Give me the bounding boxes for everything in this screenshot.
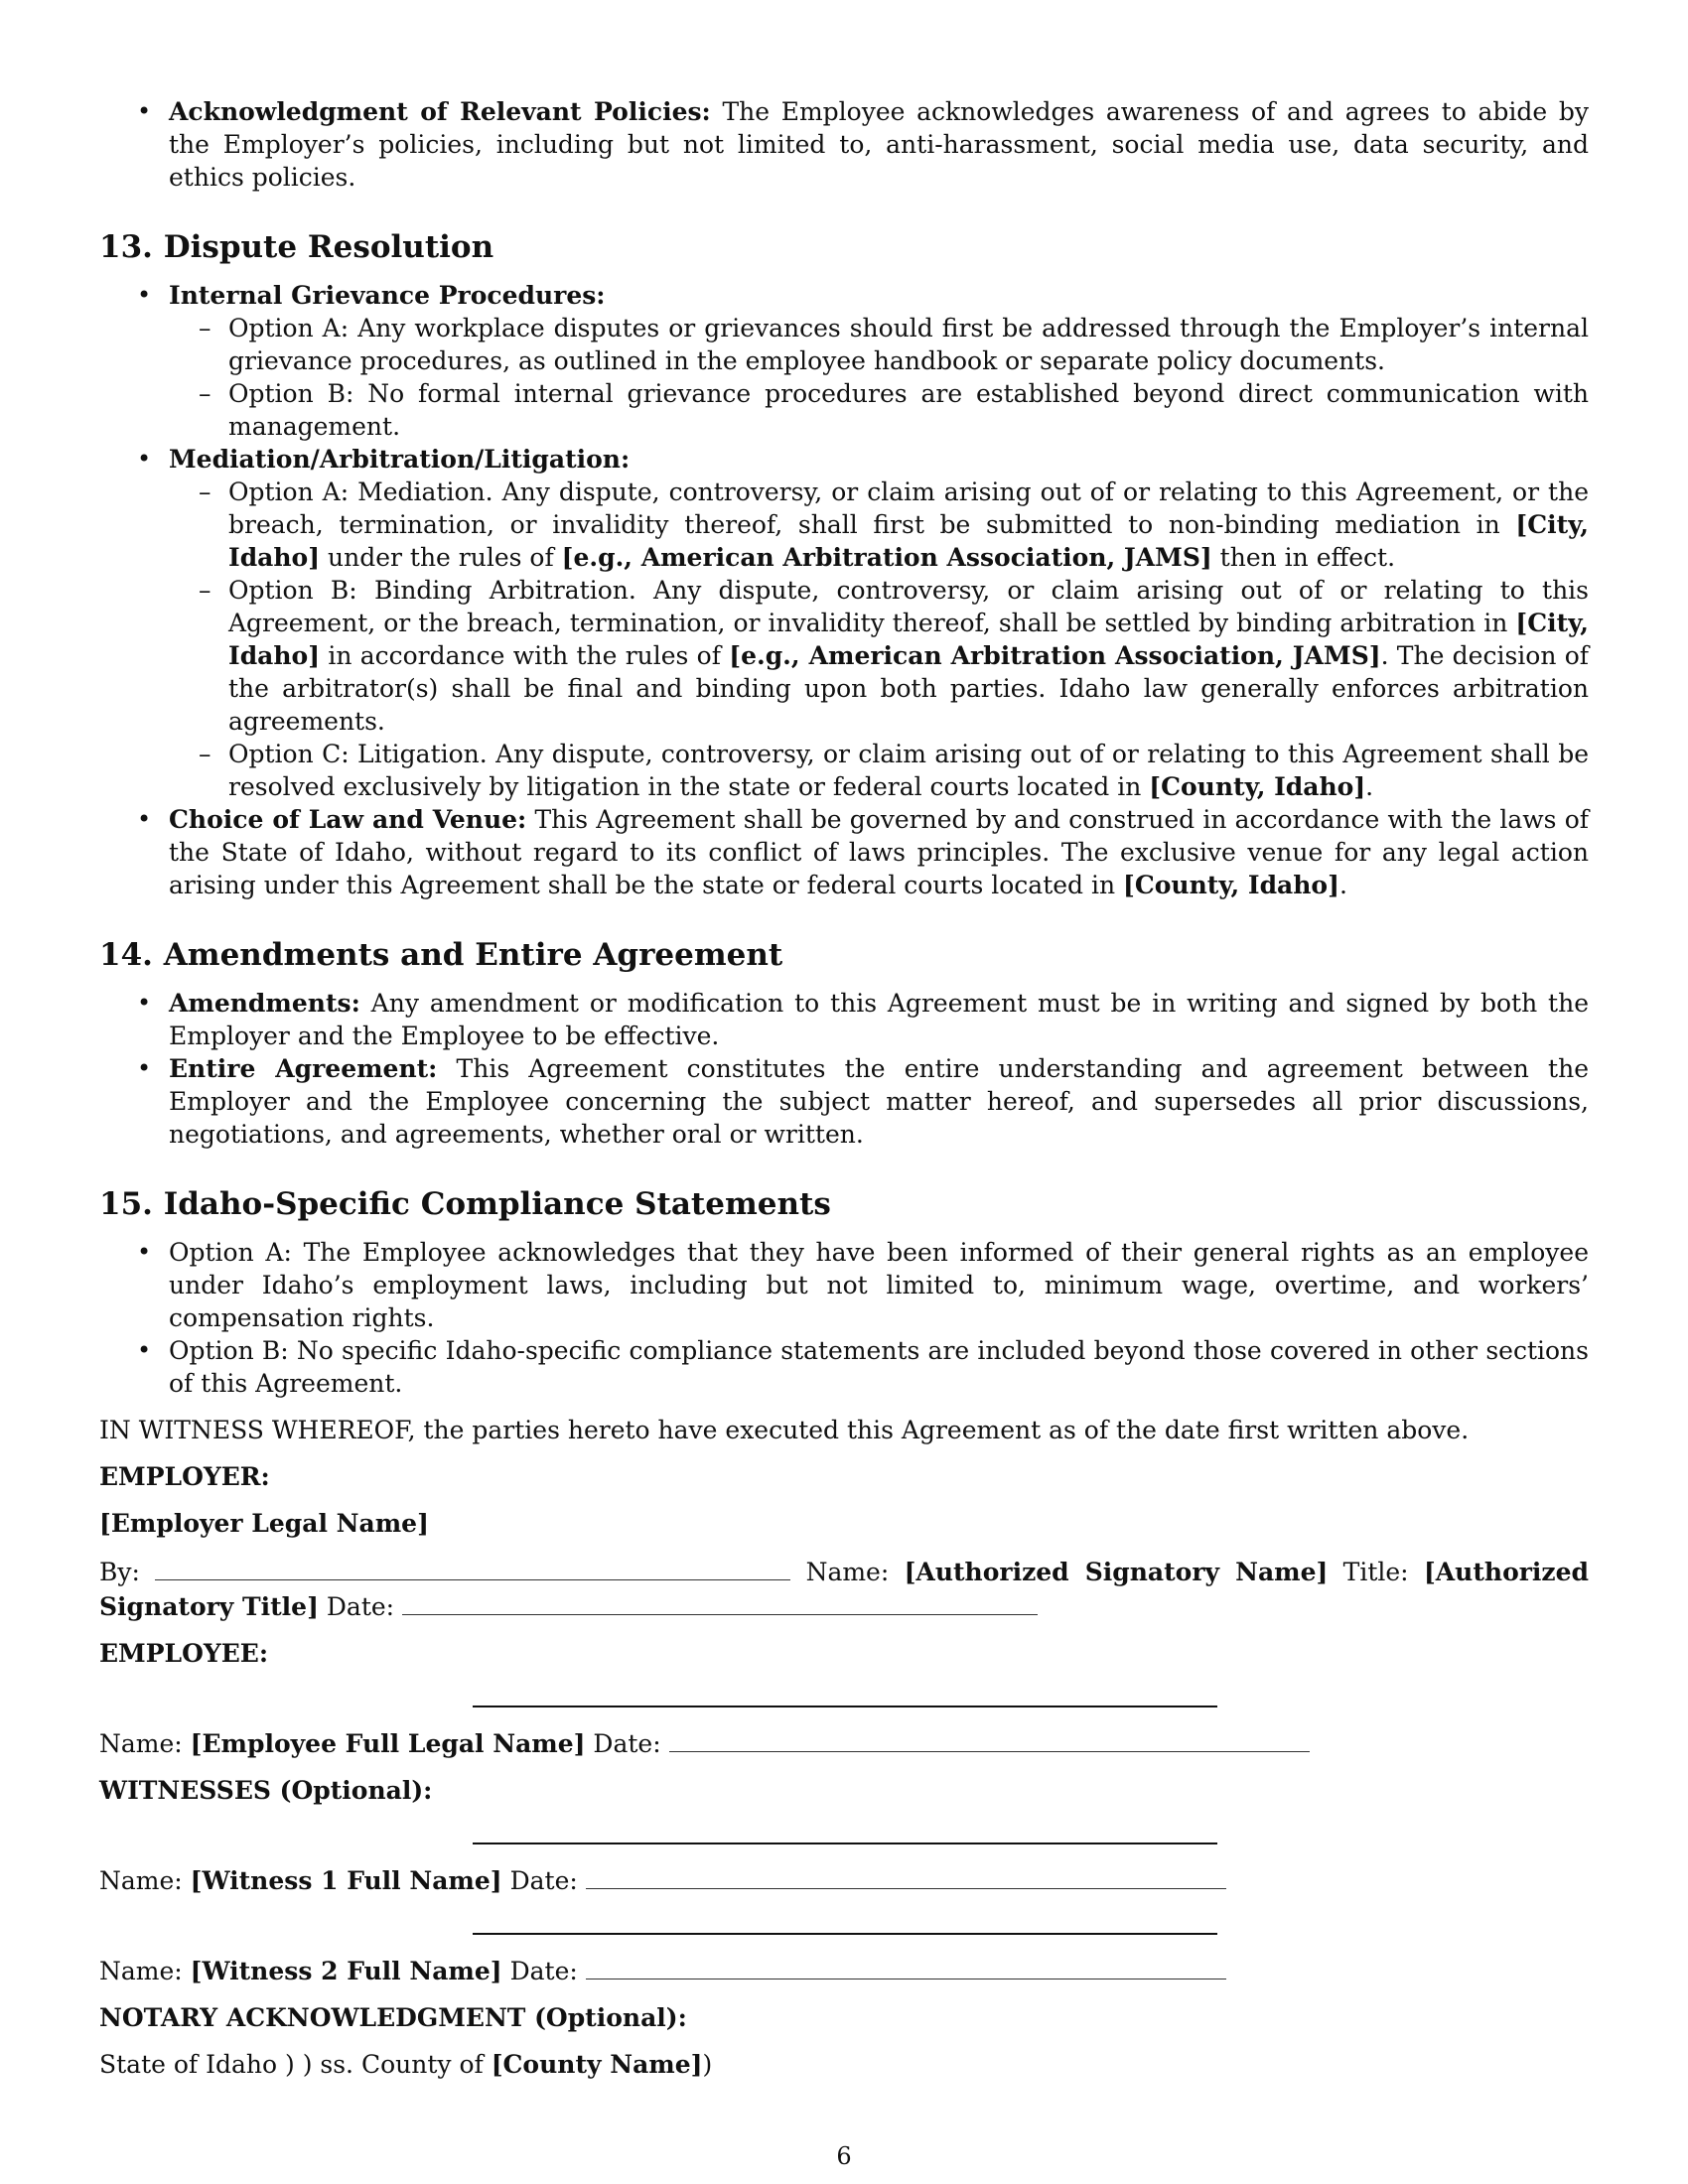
text: Option A: Mediation. Any dispute, controversy, or claim arising out of or relating to this Agreement, or the breach, termination, or invalidity thereof, shall first be submitted to non-binding mediation in (228, 478, 1589, 539)
list-item: • Option A: The Employee acknowledges that they have been informed of their general rights as an employee under Idaho’s employment laws, including but not limited to, minimum wage, overtime, and workers’ compensation rights. (99, 1236, 1589, 1334)
placeholder-text: [Witness 1 Full Name] (190, 1866, 502, 1895)
text: under the rules of (320, 543, 562, 572)
page-number: 6 (836, 2142, 852, 2170)
name-label: Name: (99, 1957, 191, 1985)
section-13-title: 13. Dispute Resolution (99, 229, 494, 265)
witnesses-heading: WITNESSES (Optional): (99, 1776, 433, 1805)
placeholder-text: [Authorized Signatory Name] (904, 1558, 1329, 1586)
witness-2-signature-line[interactable] (473, 1933, 1217, 1935)
ack-text: The Employee acknowledges awareness of and agrees to abide by the Employer’s policies, including but not limited to, anti-harassment, social media use, data security, and ethics policies. (169, 97, 1589, 192)
ack-list (99, 95, 1589, 194)
date-label: Date: (585, 1729, 669, 1758)
by-label: By: (99, 1558, 140, 1586)
placeholder-text: [County, Idaho] (1123, 871, 1339, 899)
title-label: Title: (1328, 1558, 1424, 1586)
list-item: • Option B: No specific Idaho-specific compliance statements are included beyond those covered in other sections of this Agreement. (99, 1334, 1589, 1400)
text: State of Idaho ) ) ss. County of (99, 2050, 492, 2079)
employee-signature-row (99, 1670, 1589, 1725)
text: . The decision of the arbitrator(s) shall be final and binding upon both parties. Idaho law generally enforces arbitration agreements. (228, 641, 1590, 736)
list-item (99, 987, 1589, 1052)
employee-date-line[interactable] (669, 1725, 1310, 1752)
section-14-list (99, 987, 1589, 1151)
section-15-list (99, 1236, 1589, 1400)
section-13 (99, 227, 1589, 267)
witness-2-date-line[interactable] (586, 1953, 1226, 1979)
employee-heading: EMPLOYEE: (99, 1639, 269, 1668)
text: Option B: Binding Arbitration. Any dispute, controversy, or claim arising out of or relating to this Agreement, or the breach, termination, or invalidity thereof, shall be settled by binding arbitration in (228, 576, 1589, 637)
placeholder-text: [Authorized Signatory Title] (99, 1558, 1589, 1621)
text: . (1365, 772, 1374, 801)
witness-2-signature-row (99, 1897, 1589, 1953)
text: This Agreement shall be governed by and construed in accordance with the laws of the State of Idaho, without regard to its conflict of laws principles. The exclusive venue for any legal action arising under this Agreement shall be the state or federal courts located in (169, 805, 1590, 899)
section-13-list (99, 279, 1589, 901)
grievance-options (169, 312, 1589, 443)
employer-date-line[interactable] (402, 1588, 1038, 1615)
placeholder-text: [City, Idaho] (228, 510, 1589, 572)
amend-label: Amendments: (169, 989, 360, 1018)
list-item (99, 279, 1589, 443)
list-item (99, 95, 1589, 194)
placeholder-text: [e.g., American Arbitration Association, JAMS] (561, 543, 1212, 572)
date-label: Date: (501, 1957, 586, 1985)
grievance-label: Internal Grievance Procedures: (169, 281, 606, 310)
list-item (99, 803, 1589, 901)
employee-name-row (99, 1725, 1589, 1760)
section-14 (99, 935, 1589, 975)
list-item: – Option B: No formal internal grievance procedures are established beyond direct communication with management. (169, 377, 1589, 443)
list-item: – Option A: Any workplace disputes or grievances should first be addressed through the Employer’s internal grievance procedures, as outlined in the employee handbook or separate policy documents. (169, 312, 1589, 377)
name-label: Name: (99, 1729, 191, 1758)
placeholder-text: [City, Idaho] (228, 609, 1589, 670)
law-label: Choice of Law and Venue: (169, 805, 527, 834)
list-item (99, 1052, 1589, 1151)
section-15-title: 15. Idaho-Specific Compliance Statements (99, 1186, 831, 1222)
mediation-label: Mediation/Arbitration/Litigation: (169, 445, 631, 474)
text: Any amendment or modification to this Agreement must be in writing and signed by both the Employer and the Employee to be effective. (169, 989, 1589, 1050)
entire-label: Entire Agreement: (169, 1054, 438, 1083)
list-item (169, 738, 1589, 803)
list-item (169, 574, 1589, 738)
text: This Agreement constitutes the entire understanding and agreement between the Employer and the Employee concerning the subject matter hereof, and supersedes all prior discussions, negotiations, and agreements, whether oral or written. (169, 1054, 1589, 1149)
text: Option C: Litigation. Any dispute, controversy, or claim arising out of or relating to this Agreement shall be resolved exclusively by litigation in the state or federal courts located in (228, 740, 1589, 801)
name-label: Name: (790, 1558, 905, 1586)
date-label: Date: (501, 1866, 586, 1895)
text: . (1338, 871, 1347, 899)
mediation-options (169, 476, 1589, 803)
list-item (99, 443, 1589, 803)
text: ) (702, 2050, 713, 2079)
placeholder-text: [Employer Legal Name] (99, 1509, 429, 1538)
notary-heading: NOTARY ACKNOWLEDGMENT (Optional): (99, 2003, 687, 2032)
witness-2-name-row (99, 1953, 1589, 1987)
document-page (99, 95, 1589, 2081)
text: then in effect. (1211, 543, 1396, 572)
employer-heading: EMPLOYER: (99, 1462, 270, 1491)
employee-signature-line[interactable] (473, 1706, 1217, 1707)
placeholder-text: [e.g., American Arbitration Association, JAMS] (729, 641, 1381, 670)
witness-1-signature-line[interactable] (473, 1843, 1217, 1844)
placeholder-text: [County Name] (491, 2050, 703, 2079)
notary-venue (99, 2048, 1589, 2081)
employer-legal-name (99, 1507, 1589, 1540)
placeholder-text: [County, Idaho] (1149, 772, 1366, 801)
section-14-title: 14. Amendments and Entire Agreement (99, 937, 783, 973)
employer-signature-block (99, 1554, 1589, 1623)
ack-label: Acknowledgment of Relevant Policies: (169, 97, 711, 126)
witness-1-date-line[interactable] (586, 1862, 1226, 1889)
witness-1-name-row (99, 1862, 1589, 1897)
section-15 (99, 1184, 1589, 1224)
employer-signature-line[interactable] (155, 1554, 790, 1580)
date-label: Date: (318, 1592, 403, 1621)
placeholder-text: [Employee Full Legal Name] (190, 1729, 586, 1758)
name-label: Name: (99, 1866, 191, 1895)
placeholder-text: [Witness 2 Full Name] (190, 1957, 502, 1985)
witness-1-signature-row (99, 1807, 1589, 1862)
list-item (169, 476, 1589, 574)
witness-clause: IN WITNESS WHEREOF, the parties hereto have executed this Agreement as of the date first written above. (99, 1416, 1470, 1444)
text: in accordance with the rules of (320, 641, 730, 670)
